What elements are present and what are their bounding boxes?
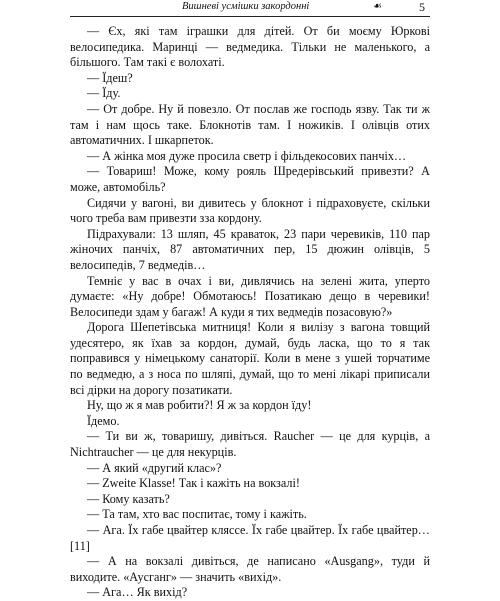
paragraph: — Їду. bbox=[87, 86, 121, 101]
paragraph: — Та там, хто вас поспитає, тому і кажіть. bbox=[87, 507, 307, 522]
paragraph: — А який «другий клас»? bbox=[87, 460, 222, 475]
paragraph: Сидячи у вагоні, ви дивитесь у блокнот і підраховуєте, скільки чого треба вам привезти зза кордону. bbox=[70, 195, 430, 226]
paragraph: — Товариш! Може, кому рояль Шредерівський привезти? А може, автомобіль? bbox=[70, 164, 430, 194]
paragraph: Їдемо. bbox=[87, 413, 120, 428]
fleuron-ornament-icon: ☙ bbox=[373, 1, 382, 12]
paragraph: — Zweite Klasse! Так і кажіть на вокзалі! bbox=[87, 476, 300, 491]
running-header-title: Вишневі усмішки закордонні bbox=[182, 1, 310, 12]
paragraph: Темніє у вас в очах і ви, дивлячись на зелені жита, уперто думаєте: «Ну добре! Обмотаюсь! Позатикаю дещо в черевики! Велосипеди здам у багаж! А куди я тих ведмедів позасовую?» bbox=[70, 273, 430, 319]
paragraph: — А на вокзалі дивіться, де написано «Ausgang», туди й виходите. «Аусганг» — значить «вихід». bbox=[70, 554, 430, 584]
paragraph: — Ага… Як вихід? bbox=[87, 585, 188, 600]
paragraph: — Ти ви ж, товаришу, дивіться. Raucher — це для курців, а Nichtraucher — це для некурців. bbox=[70, 429, 430, 460]
body-text bbox=[70, 24, 430, 601]
paragraph: — Єх, які там іграшки для дітей. От би моєму Юркові велосипедика. Маринці — ведмедика. Тільки не маленького, а більшого. Там такі є волохаті. bbox=[70, 24, 430, 70]
paragraph: — А жінка моя дуже просила светр і фільдекосових панчіх… bbox=[87, 148, 407, 163]
paragraph: Ну, що ж я мав робити?! Я ж за кордон їду! bbox=[87, 398, 312, 413]
paragraph: — Ага. Їх габе цвайтер кляссе. Їх габе цвайтер. Їх габе цвайтер…[11] bbox=[70, 523, 430, 553]
page-number: 5 bbox=[419, 0, 425, 14]
running-header bbox=[70, 0, 430, 17]
paragraph: — От добре. Ну й повезло. От послав же господь язву. Так ти ж там і нам щось таке. Блокнотів там. І ножиків. І олівців отих автоматичних. І шкарпеток. bbox=[70, 101, 430, 148]
paragraph: Підрахували: 13 шляп, 45 краваток, 23 пари черевиків, 110 пар жіночих панчіх, 87 автоматичних пер, 15 дюжин олівців, 5 велосипедів, 7 ведмедів… bbox=[70, 226, 430, 272]
paragraph: Дорога Шепетівська митниця! Коли я вилізу з вагона товщий удесятеро, як їхав за кордон, думай, будь ласка, що то я так поправився у німецькому санаторії. Коли в мене з ушей торчатиме по ведмедю, а з носа по шляпі, думай, що то мені лікарі приписали всі дірки на дорогу позатикати. bbox=[70, 320, 430, 397]
paragraph: — Їдеш? bbox=[87, 70, 133, 85]
paragraph: — Кому казать? bbox=[87, 491, 170, 506]
